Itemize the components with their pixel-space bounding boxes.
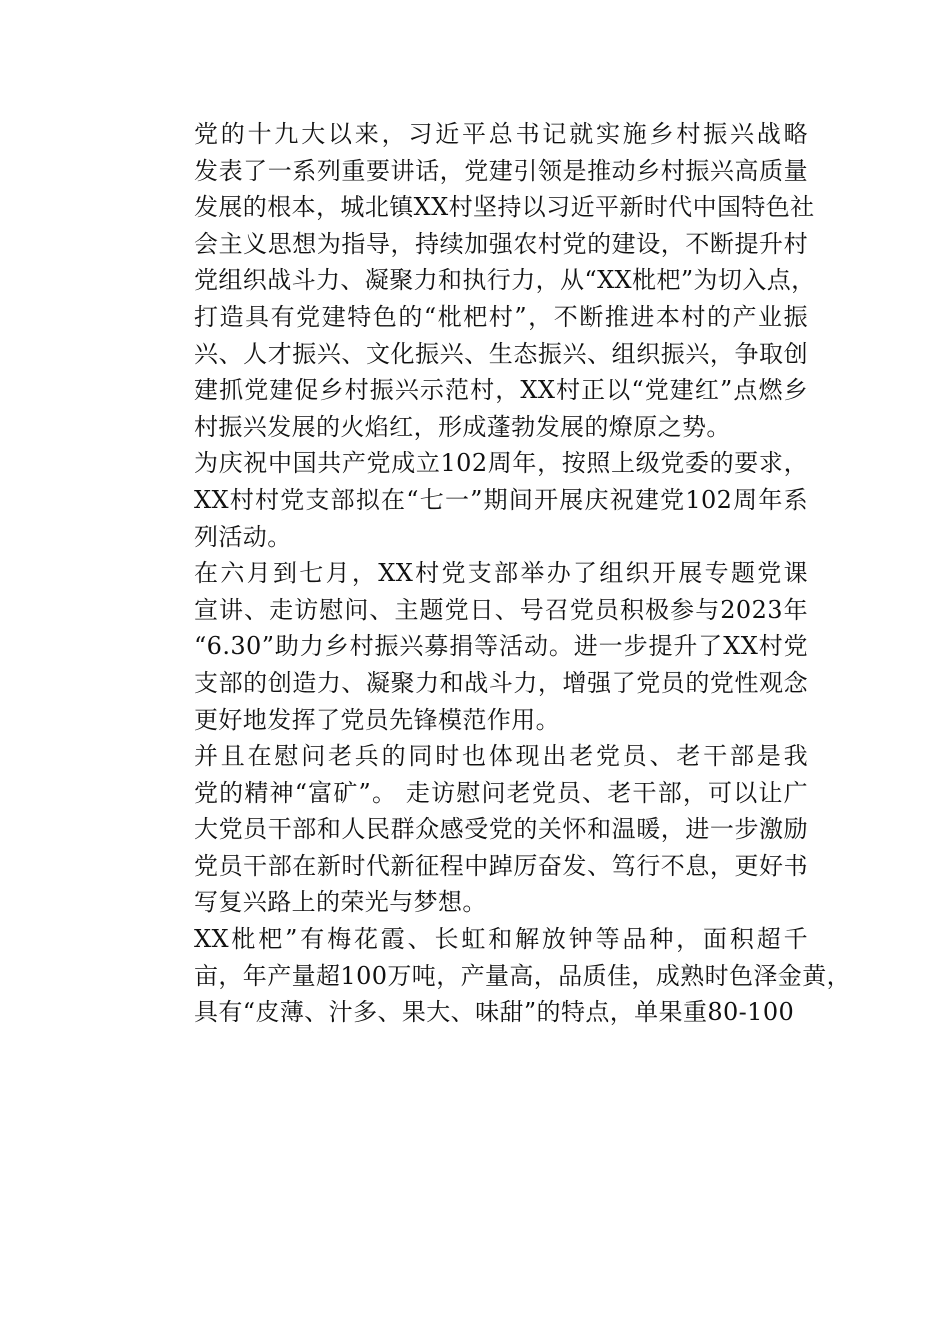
text-line: 亩，年产量超100万吨，产量高，品质佳，成熟时色泽金黄，: [194, 961, 852, 990]
paragraph-1: [146, 116, 816, 445]
text-line: XX村村党支部拟在“七一”期间开展庆祝建党102周年系: [194, 485, 808, 514]
text-line: 列活动。: [194, 522, 292, 551]
paragraph-3: [146, 555, 808, 738]
text-line: 会主义思想为指导，持续加强农村党的建设，不断提升村: [194, 229, 808, 258]
text-line: 党的十九大以来，习近平总书记就实施乡村振兴战略: [194, 120, 808, 148]
paragraph-4: [146, 738, 808, 921]
text-line: 党的精神“富矿”。 走访慰问老党员、老干部，可以让广: [194, 778, 808, 807]
text-line: 党员干部在新时代新征程中踔厉奋发、笃行不息，更好书: [194, 851, 808, 880]
text-line: 大党员干部和人民群众感受党的关怀和温暖，进一步激励: [194, 815, 808, 844]
text-line: 村振兴发展的火焰红，形成蓬勃发展的燎原之势。: [194, 412, 731, 441]
document-body: [146, 116, 852, 1031]
text-line: “6.30”助力乡村振兴募捐等活动。进一步提升了XX村党: [194, 632, 808, 661]
text-line: XX枇杷”有梅花霞、长虹和解放钟等品种，面积超千: [194, 925, 808, 954]
text-line: 兴、人才振兴、文化振兴、生态振兴、组织振兴，争取创: [194, 339, 808, 368]
text-line: 在六月到七月，XX村党支部举办了组织开展专题党课: [194, 559, 808, 588]
text-line: 打造具有党建特色的“枇杷村”，不断推进本村的产业振: [194, 302, 808, 331]
text-line: 具有“皮薄、汁多、果大、味甜”的特点，单果重80-100: [194, 998, 795, 1027]
text-line: 建抓党建促乡村振兴示范村，XX村正以“党建红”点燃乡: [194, 376, 808, 405]
paragraph-5: [146, 921, 852, 1031]
text-line: 支部的创造力、凝聚力和战斗力，增强了党员的党性观念: [194, 668, 808, 697]
text-line: 更好地发挥了党员先锋模范作用。: [194, 705, 560, 734]
paragraph-2: [146, 445, 808, 555]
text-line: 发展的根本，城北镇XX村坚持以习近平新时代中国特色社: [194, 193, 815, 222]
text-line: 宣讲、走访慰问、主题党日、号召党员积极参与2023年: [194, 595, 808, 624]
text-line: 并且在慰问老兵的同时也体现出老党员、老干部是我: [194, 742, 808, 771]
text-line: 党组织战斗力、凝聚力和执行力，从“XX枇杷”为切入点，: [194, 266, 816, 295]
text-line: 发表了一系列重要讲话，党建引领是推动乡村振兴高质量: [194, 156, 808, 185]
text-line: 写复兴路上的荣光与梦想。: [194, 888, 487, 917]
text-line: 为庆祝中国共产党成立102周年，按照上级党委的要求，: [194, 449, 808, 478]
